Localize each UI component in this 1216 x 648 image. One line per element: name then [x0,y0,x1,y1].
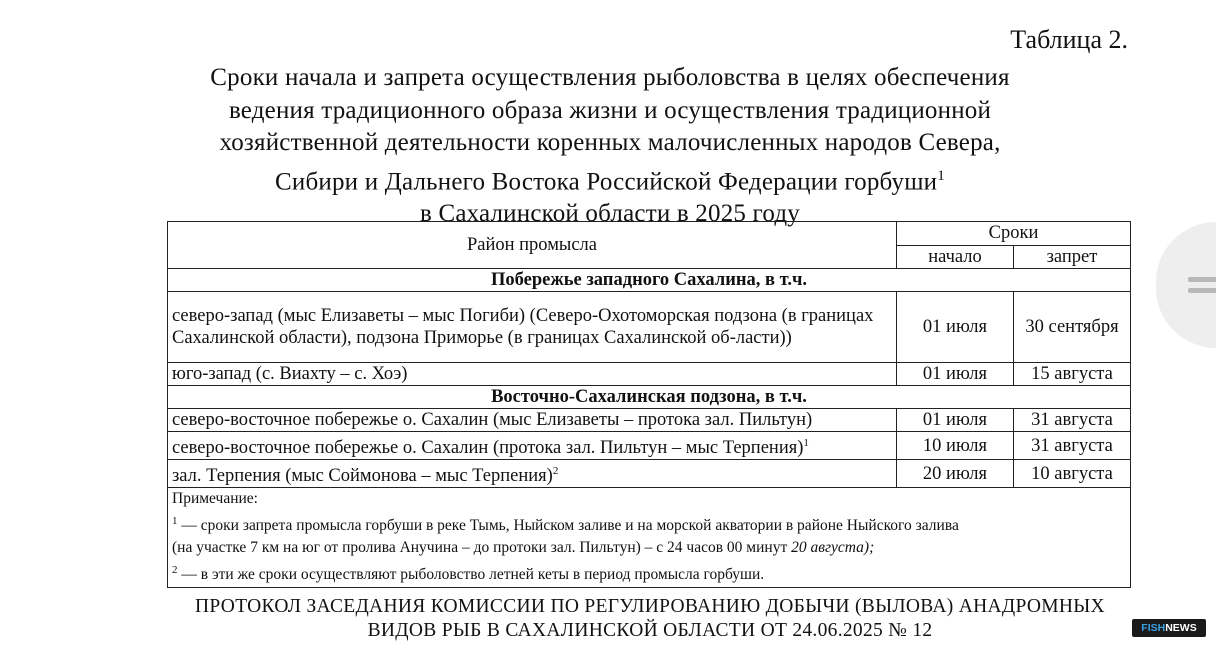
row-area [168,460,897,488]
header-end: запрет [1014,245,1131,269]
row-area [168,432,897,460]
row-area-text: зал. Терпения (мыс Соймонова – мыс Терпения) [172,466,553,487]
row-area-text: северо-восточное побережье о. Сахалин (протока зал. Пильтун – мыс Терпения) [172,438,804,459]
row-end: 10 августа [1014,460,1131,488]
table-header-row [168,222,1131,246]
note-2 [172,559,1126,586]
header-area: Район промысла [168,222,897,269]
row-start: 10 июля [897,432,1014,460]
title-footnote-marker: 1 [937,167,945,184]
section-title-west: Побережье западного Сахалина, в т.ч. [168,269,1131,292]
note-1-text-2: (на участке 7 км на юг от пролива Анучина – до протоки зал. Пильтун) – с 24 часов 00 минут [172,539,792,557]
title-line [160,160,1060,199]
note-2-marker: 2 [172,564,178,577]
document-title [160,62,1060,231]
row-end: 30 сентября [1014,292,1131,363]
row-start: 01 июля [897,363,1014,386]
row-area: юго-запад (с. Виахту – с. Хоэ) [168,363,897,386]
title-line: Сроки начала и запрета осуществления рыболовства в целях обеспечения [210,64,1010,91]
notes-cell [168,488,1131,587]
side-drawer-handle[interactable] [1156,222,1216,348]
title-line: ведения традиционного образа жизни и осуществления традиционной [228,96,992,124]
note-1-continued [172,537,1126,559]
note-1-text: — сроки запрета промысла горбуши в реке Тымь, Ныйском заливе и на морской акватории в районе Ныйского залива [177,517,959,535]
section-title-east: Восточно-Сахалинская подзона, в т.ч. [168,386,1131,409]
section-row [168,386,1131,409]
menu-icon [1188,277,1216,282]
fishnews-logo [1132,619,1206,637]
logo-part-2: NEWS [1165,622,1197,634]
row-area: северо-запад (мыс Елизаветы – мыс Погиби) (Северо-Охотоморская подзона (в границах Сахалинской области), подзона Приморье (в границах Сахалинской об-ласти)) [168,292,897,363]
note-1-marker: 1 [172,515,178,528]
fishing-periods-table [167,221,1131,588]
table-row [168,409,1131,432]
footnote-marker: 2 [552,465,559,478]
note-1 [172,510,1126,537]
table-row [168,292,1131,363]
title-line: хозяйственной деятельности коренных малочисленных народов Севера, [219,129,1001,156]
title-line-text: Сибири и Дальнего Востока Российской Федерации горбуши [275,167,938,195]
notes-row [168,488,1131,587]
footer-line: ПРОТОКОЛ ЗАСЕДАНИЯ КОМИССИИ ПО РЕГУЛИРОВАНИЮ ДОБЫЧИ (ВЫЛОВА) АНАДРОМНЫХ [195,596,1105,617]
row-end: 15 августа [1014,363,1131,386]
table-row [168,363,1131,386]
row-end: 31 августа [1014,432,1131,460]
note-1-date: 20 августа); [791,539,875,557]
header-period: Сроки [897,222,1131,246]
logo-part-1: FISH [1141,622,1166,634]
row-area: северо-восточное побережье о. Сахалин (мыс Елизаветы – протока зал. Пильтун) [168,409,897,432]
notes-heading: Примечание: [172,490,258,508]
table-row [168,460,1131,488]
row-start: 20 июля [897,460,1014,488]
footnote-marker: 1 [803,437,809,449]
title-line: в Сахалинской области в 2025 году [419,200,800,228]
header-start: начало [897,245,1014,269]
footer-line: ВИДОВ РЫБ В САХАЛИНСКОЙ ОБЛАСТИ ОТ 24.06.2025 № 12 [367,620,933,641]
menu-icon-bar [1188,288,1216,293]
table-label: Таблица 2. [1010,25,1128,54]
row-start: 01 июля [897,409,1014,432]
section-row [168,269,1131,292]
protocol-footer [160,595,1140,643]
row-start: 01 июля [897,292,1014,363]
note-2-text: — в эти же сроки осуществляют рыболовство летней кеты в период промысла горбуши. [177,566,765,584]
table-row [168,432,1131,460]
row-end: 31 августа [1014,409,1131,432]
